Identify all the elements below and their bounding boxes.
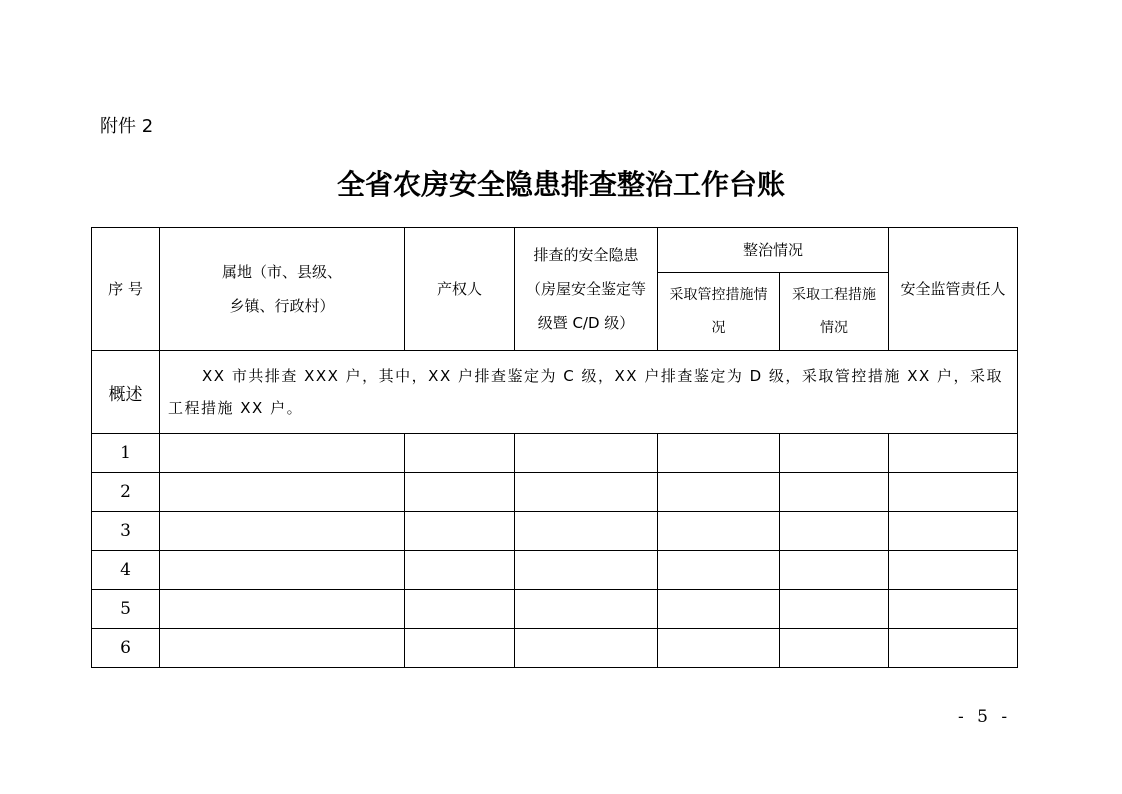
cell-control	[658, 434, 780, 473]
cell-hazard	[515, 512, 658, 551]
row-number: 5	[92, 590, 160, 629]
cell-location	[160, 512, 405, 551]
table-row	[92, 473, 1018, 512]
overview-text: XX 市共排查 XXX 户，其中，XX 户排查鉴定为 C 级，XX 户排查鉴定为 D 级，采取管控措施 XX 户，采取工程措施 XX 户。	[160, 351, 1018, 434]
cell-control	[658, 590, 780, 629]
cell-engineering	[780, 551, 889, 590]
overview-row	[92, 351, 1018, 434]
table-row	[92, 551, 1018, 590]
header-control-line1: 采取管控措施情	[669, 286, 768, 303]
cell-owner	[405, 434, 515, 473]
cell-supervisor	[889, 629, 1018, 668]
cell-engineering	[780, 629, 889, 668]
cell-hazard	[515, 473, 658, 512]
row-number: 3	[92, 512, 160, 551]
row-number: 6	[92, 629, 160, 668]
cell-engineering	[780, 590, 889, 629]
header-rectification: 整治情况	[658, 228, 889, 273]
header-seq: 序 号	[92, 228, 160, 351]
header-engineering-line2: 情况	[820, 319, 848, 336]
header-hazard-line2: （房屋安全鉴定等	[525, 280, 646, 298]
cell-control	[658, 629, 780, 668]
header-hazard-line3: 级暨 C/D 级）	[537, 314, 635, 332]
cell-supervisor	[889, 473, 1018, 512]
cell-supervisor	[889, 434, 1018, 473]
cell-hazard	[515, 629, 658, 668]
header-control-measures	[658, 273, 780, 351]
cell-location	[160, 473, 405, 512]
header-engineering-measures	[780, 273, 889, 351]
header-hazard	[515, 228, 658, 351]
cell-engineering	[780, 473, 889, 512]
row-number: 2	[92, 473, 160, 512]
cell-owner	[405, 473, 515, 512]
cell-owner	[405, 590, 515, 629]
cell-owner	[405, 512, 515, 551]
page-number: - 5 -	[958, 707, 1012, 727]
row-number: 4	[92, 551, 160, 590]
cell-location	[160, 590, 405, 629]
cell-engineering	[780, 434, 889, 473]
table-row	[92, 629, 1018, 668]
document-title: 全省农房安全隐患排查整治工作台账	[336, 168, 785, 201]
table-row	[92, 434, 1018, 473]
cell-supervisor	[889, 590, 1018, 629]
header-owner: 产权人	[405, 228, 515, 351]
attachment-label: 附件 2	[100, 116, 154, 137]
cell-control	[658, 551, 780, 590]
header-hazard-line1: 排查的安全隐患	[533, 246, 639, 264]
cell-control	[658, 473, 780, 512]
overview-label: 概述	[92, 351, 160, 434]
cell-engineering	[780, 512, 889, 551]
cell-hazard	[515, 590, 658, 629]
cell-hazard	[515, 551, 658, 590]
cell-control	[658, 512, 780, 551]
header-supervisor: 安全监管责任人	[889, 228, 1018, 351]
cell-supervisor	[889, 551, 1018, 590]
header-location-line2: 乡镇、行政村）	[229, 297, 335, 315]
cell-location	[160, 551, 405, 590]
header-location	[160, 228, 405, 351]
cell-owner	[405, 629, 515, 668]
table-row	[92, 512, 1018, 551]
table-row	[92, 590, 1018, 629]
cell-location	[160, 629, 405, 668]
cell-location	[160, 434, 405, 473]
cell-owner	[405, 551, 515, 590]
ledger-table	[91, 227, 1018, 668]
cell-hazard	[515, 434, 658, 473]
header-row-1	[92, 228, 1018, 273]
header-control-line2: 况	[711, 319, 726, 336]
header-location-line1: 属地（市、县级、	[221, 263, 342, 281]
row-number: 1	[92, 434, 160, 473]
header-engineering-line1: 采取工程措施	[792, 286, 876, 303]
cell-supervisor	[889, 512, 1018, 551]
